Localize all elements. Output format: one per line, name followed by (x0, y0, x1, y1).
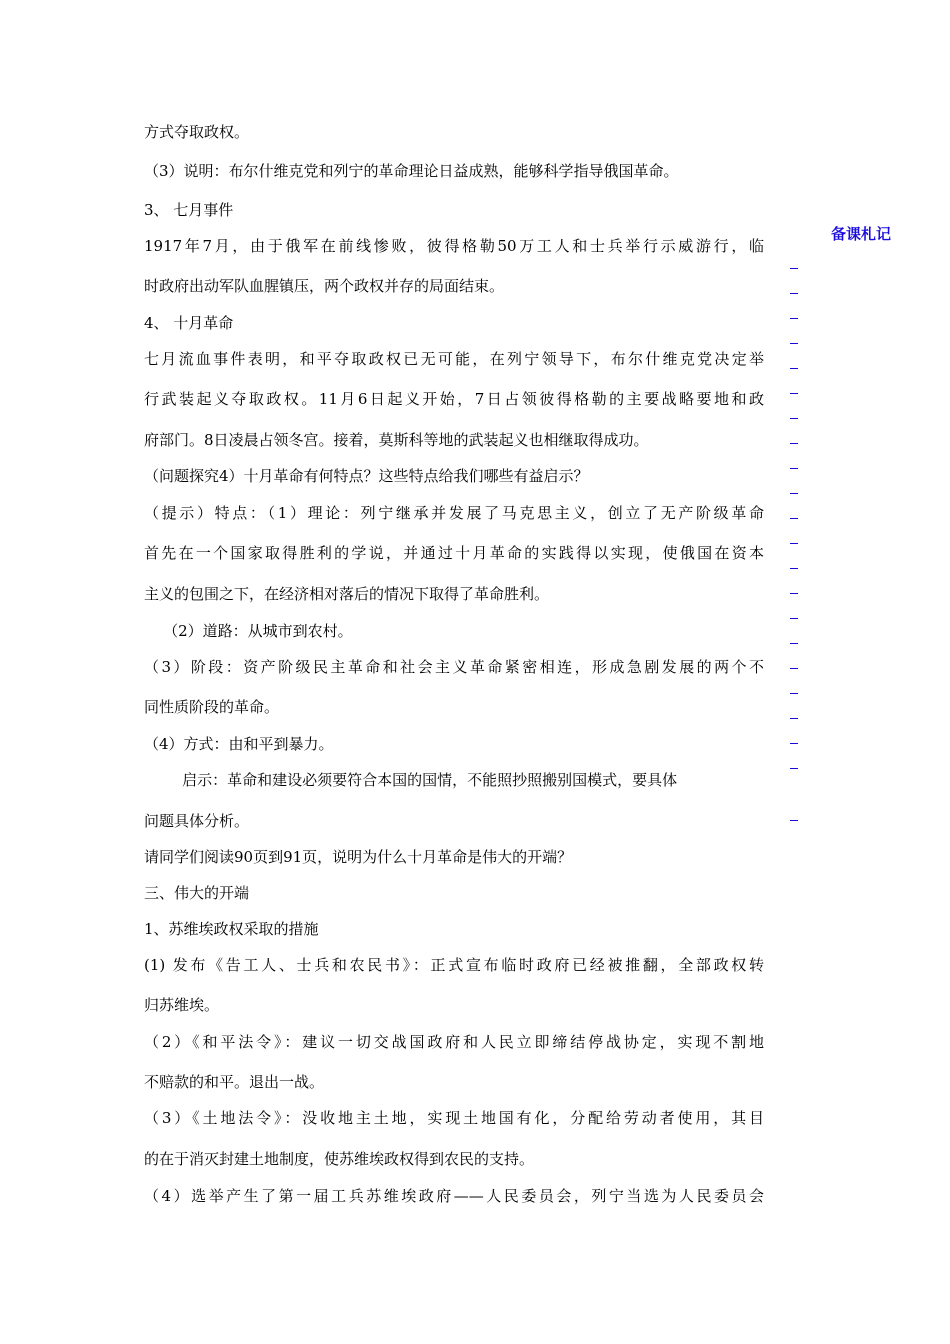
note-dash (790, 268, 798, 269)
text-line: （4）选举产生了第一届工兵苏维埃政府——人民委员会，列宁当选为人民委员会 (144, 1187, 764, 1205)
text-line: （提示）特点：（1）理论：列宁继承并发展了马克思主义，创立了无产阶级革命 (144, 504, 764, 522)
text-line: （4）方式：由和平到暴力。 (144, 735, 334, 753)
note-dash (790, 820, 798, 821)
text-line: 归苏维埃。 (144, 996, 220, 1014)
note-dash (790, 718, 798, 719)
note-dash (790, 568, 798, 569)
text-line: 时政府出动军队血腥镇压，两个政权并存的局面结束。 (144, 277, 505, 295)
text-line: 同性质阶段的革命。 (144, 698, 280, 716)
text-line: 方式夺取政权。 (144, 123, 250, 141)
note-dash (790, 593, 798, 594)
question-line: （问题探究4）十月革命有何特点？这些特点给我们哪些有益启示？ (144, 467, 589, 485)
text-line: 首先在一个国家取得胜利的学说，并通过十月革命的实践得以实现，使俄国在资本 (144, 544, 764, 562)
text-line: （2）道路：从城市到农村。 (144, 622, 353, 640)
note-dash (790, 418, 798, 419)
note-dash (790, 543, 798, 544)
text-line: (1) 发布《告工人、士兵和农民书》：正式宣布临时政府已经被推翻，全部政权转 (144, 956, 764, 974)
note-dash (790, 443, 798, 444)
note-dash (790, 743, 798, 744)
note-dash (790, 693, 798, 694)
subsection-heading: 1、苏维埃政权采取的措施 (144, 920, 319, 938)
text-line: （3）阶段：资产阶级民主革命和社会主义革命紧密相连，形成急剧发展的两个不 (144, 658, 764, 676)
text-line: 行武装起义夺取政权。11月6日起义开始，7日占领彼得格勒的主要战略要地和政 (144, 390, 764, 408)
note-dash (790, 343, 798, 344)
note-dash (790, 618, 798, 619)
text-line: 府部门。8日凌晨占领冬宫。接着，莫斯科等地的武装起义也相继取得成功。 (144, 431, 649, 449)
text-line: 问题具体分析。 (144, 812, 250, 830)
text-line: （2）《和平法令》：建议一切交战国政府和人民立即缔结停战协定，实现不割地 (144, 1033, 764, 1051)
notes-sidebar-title: 备课札记 (831, 225, 892, 243)
section-heading: 三、伟大的开端 (144, 884, 250, 902)
text-line: 七月流血事件表明，和平夺取政权已无可能，在列宁领导下，布尔什维克党决定举 (144, 350, 764, 368)
note-dash (790, 393, 798, 394)
note-dash (790, 518, 798, 519)
text-line: 启示：革命和建设必须要符合本国的国情，不能照抄照搬别国模式，要具体 (144, 771, 678, 789)
note-dash (790, 643, 798, 644)
text-line: （3）《土地法令》：没收地主土地，实现土地国有化，分配给劳动者使用，其目 (144, 1109, 764, 1127)
text-line: 的在于消灭封建土地制度，使苏维埃政权得到农民的支持。 (144, 1150, 535, 1168)
text-line: 1917年7月，由于俄军在前线惨败，彼得格勒50万工人和士兵举行示威游行，临 (144, 237, 764, 255)
section-heading: 3、 七月事件 (144, 201, 234, 219)
text-line: 主义的包围之下，在经济相对落后的情况下取得了革命胜利。 (144, 585, 550, 603)
text-line: （3）说明：布尔什维克党和列宁的革命理论日益成熟，能够科学指导俄国革命。 (144, 162, 679, 180)
section-heading: 4、 十月革命 (144, 314, 234, 332)
note-dash (790, 493, 798, 494)
note-dash (790, 468, 798, 469)
question-line: 请同学们阅读90页到91页，说明为什么十月革命是伟大的开端？ (144, 848, 573, 866)
note-dash (790, 293, 798, 294)
note-dash (790, 768, 798, 769)
note-dash (790, 368, 798, 369)
note-dash (790, 318, 798, 319)
text-line: 不赔款的和平。退出一战。 (144, 1073, 325, 1091)
note-dash (790, 668, 798, 669)
